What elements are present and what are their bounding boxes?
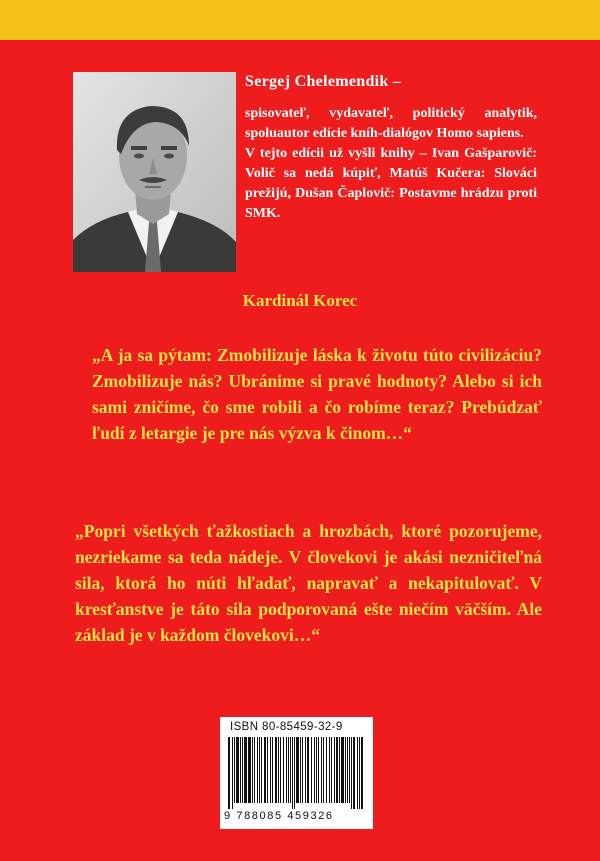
quote-second: „Popri všetkých ťažkostiach a hrozbách, ktoré pozorujeme, nezriekame sa teda nádeje. V človekovi je akási nezničiteľná sila, ktorá ho núti hľadať, napravať a nekapitulovať. V kresťanstve je táto sila podporovaná ešte niečím väčším. Ale základ je v každom človekovi…“: [75, 521, 542, 645]
barcode-bar: [316, 737, 317, 803]
barcode-bar: [326, 737, 327, 803]
barcode-bar: [264, 737, 266, 803]
barcode-bar: [361, 737, 363, 809]
author-published-books: V tejto edícii už vyšli knihy – Ivan Gašparovič: Volič sa nedá kúpiť, Matúš Kučera: Slováci prežijú, Dušan Čaplovič: Postavme hrádzu proti SMK.: [245, 146, 537, 221]
barcode-bar: [314, 737, 315, 803]
barcode-bar: [259, 737, 260, 803]
barcode-bar: [288, 737, 289, 803]
barcode-bar: [278, 737, 279, 803]
author-photo: [73, 72, 236, 272]
barcode-bars: [226, 737, 367, 809]
barcode-bar: [228, 737, 230, 809]
barcode-bar: [280, 737, 281, 803]
barcode-bar: [353, 737, 355, 809]
barcode-bar: [345, 737, 346, 803]
barcode-bar: [248, 737, 251, 803]
isbn-text: ISBN 80-85459-32-9: [230, 721, 343, 733]
barcode-bar: [311, 737, 312, 803]
barcode-bar: [321, 737, 322, 803]
ean-number: 9 788085 459326: [224, 810, 334, 822]
barcode-bar: [357, 737, 358, 809]
barcode-bar: [232, 737, 233, 809]
barcode-bar: [236, 737, 239, 803]
barcode-bar: [252, 737, 253, 803]
barcode-bar: [339, 737, 340, 803]
barcode-bar: [329, 737, 330, 803]
barcode-bar: [300, 737, 301, 803]
barcode-bar: [341, 737, 344, 803]
barcode-bar: [267, 737, 268, 803]
author-portrait-icon: [73, 72, 236, 272]
barcode-bar: [240, 737, 241, 803]
barcode-box: [220, 717, 373, 829]
barcode-bar: [257, 737, 258, 803]
barcode-bar: [294, 737, 295, 809]
barcode-bar: [323, 737, 324, 803]
barcode-bar: [270, 737, 271, 803]
barcode-bar: [318, 737, 319, 803]
barcode-bar: [334, 737, 335, 803]
barcode-bar: [359, 737, 360, 809]
barcode-bar: [254, 737, 255, 803]
barcode-bar: [349, 737, 350, 803]
barcode-bar: [275, 737, 277, 803]
barcode-bar: [261, 737, 262, 803]
barcode-bar: [292, 737, 293, 809]
barcode-bar: [347, 737, 348, 803]
barcode-bar: [234, 737, 235, 803]
barcode-bar: [272, 737, 273, 803]
barcode-bar: [305, 737, 306, 803]
barcode-bar: [296, 737, 299, 803]
barcode-bar: [302, 737, 303, 803]
top-color-strip: [0, 0, 600, 40]
barcode-bar: [244, 737, 247, 803]
barcode-bar: [290, 737, 291, 803]
author-name: Sergej Chelemendik –: [245, 73, 402, 90]
barcode-bar: [331, 737, 332, 803]
barcode-bar: [286, 737, 287, 803]
author-description: spisovateľ, vydavateľ, politický analytik, spoluautor edície kníh-dialógov Homo sapiens.: [245, 106, 537, 141]
barcode-bar: [283, 737, 284, 803]
section-title: Kardinál Korec: [242, 291, 358, 310]
barcode-bar: [351, 737, 352, 809]
barcode-bar: [307, 737, 309, 803]
barcode-bar: [336, 737, 338, 803]
author-info: [245, 72, 537, 224]
barcode-bar: [242, 737, 243, 803]
quote-first: „A ja sa pýtam: Zmobilizuje láska k životu túto civilizáciu? Zmobilizuje nás? Ubránime si pravé hodnoty? Alebo si ich sami zničíme, čo sme robili a čo robíme teraz? Prebúdzať ľudí z letargie je pre nás výzva k činom…“: [92, 345, 542, 443]
